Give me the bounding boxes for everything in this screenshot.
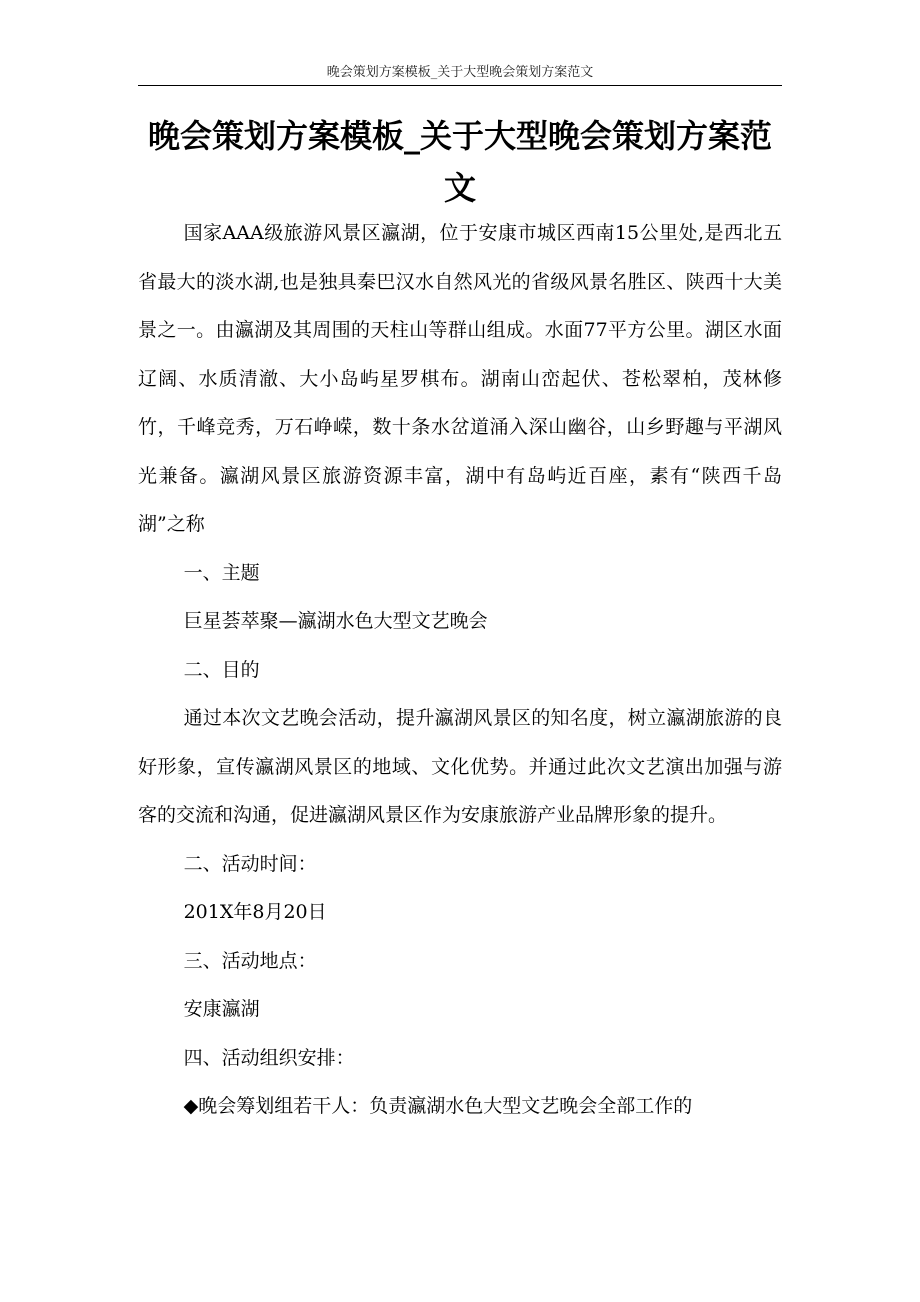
header-divider <box>138 85 782 86</box>
running-header: 晚会策划方案模板_关于大型晚会策划方案范文 <box>326 65 594 80</box>
section-heading-theme: 一、主题 <box>183 561 260 584</box>
event-date: 201X年8月20日 <box>183 901 327 923</box>
section-heading-purpose: 二、目的 <box>183 658 260 681</box>
theme-text: 巨星荟萃聚—瀛湖水色大型文艺晚会 <box>183 610 488 632</box>
section-heading-location: 三、活动地点： <box>183 949 317 972</box>
document-body <box>138 209 782 1131</box>
section-heading-time: 二、活动时间： <box>183 852 317 875</box>
document-title: 晚会策划方案模板_关于大型晚会策划方案范文 <box>147 117 772 207</box>
purpose-paragraph: 通过本次文艺晚会活动，提升瀛湖风景区的知名度，树立瀛湖旅游的良好形象，宣传瀛湖风景区的地域、文化优势。并通过此次文艺演出加强与游客的交流和沟通，促进瀛湖风景区作为安康旅游产业品牌形象的提升。 <box>138 707 782 826</box>
section-heading-organization: 四、活动组织安排： <box>183 1046 355 1069</box>
event-location: 安康瀛湖 <box>183 998 260 1020</box>
intro-paragraph: 国家AAA级旅游风景区瀛湖，位于安康市城区西南15公里处,是西北五省最大的淡水湖,也是独具秦巴汉水自然风光的省级风景名胜区、陕西十大美景之一。由瀛湖及其周围的天柱山等群山组成。水面77平方公里。湖区水面辽阔、水质清澈、大小岛屿星罗棋布。湖南山峦起伏、苍松翠柏，茂林修竹，千峰竞秀，万石峥嵘，数十条水岔道涌入深山幽谷，山乡野趣与平湖风光兼备。瀛湖风景区旅游资源丰富，湖中有岛屿近百座，素有“陕西千岛湖”之称 <box>138 222 782 535</box>
organization-item: ◆晚会筹划组若干人：负责瀛湖水色大型文艺晚会全部工作的 <box>183 1095 693 1117</box>
